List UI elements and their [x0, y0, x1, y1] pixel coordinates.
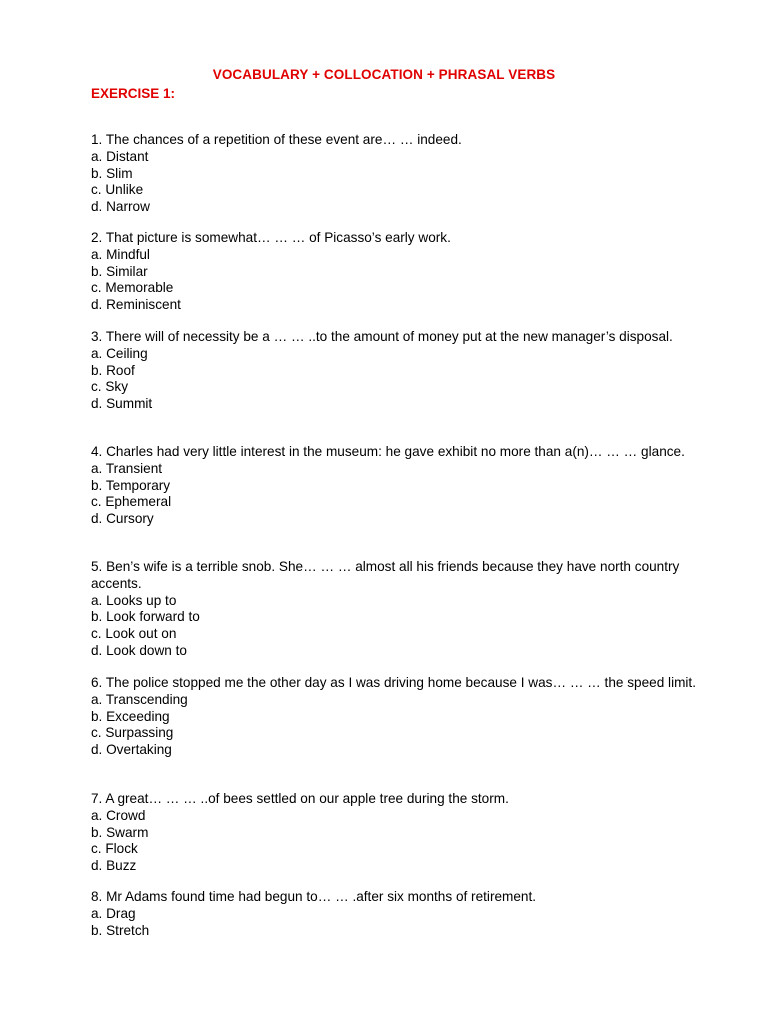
question-3 — [91, 329, 701, 413]
answer-option: b. Stretch — [91, 922, 150, 938]
question-1 — [91, 132, 701, 216]
answer-option: d. Narrow — [91, 199, 150, 215]
question-stem: 6. The police stopped me the other day as I was driving home because I was… … … the speed limit. — [91, 675, 696, 690]
answer-option: b. Slim — [91, 165, 133, 181]
answer-option: c. Sky — [91, 379, 129, 395]
question-stem: 4. Charles had very little interest in the museum: he gave exhibit no more than a(n)… … … glance. — [91, 444, 685, 459]
answer-option: c. Surpassing — [91, 725, 174, 741]
answer-option: b. Exceeding — [91, 708, 170, 724]
answer-option: a. Drag — [91, 905, 136, 921]
answer-option: b. Similar — [91, 263, 148, 279]
answer-option: a. Mindful — [91, 246, 150, 262]
document-title: VOCABULARY + COLLOCATION + PHRASAL VERBS — [212, 67, 556, 82]
exercise-heading: EXERCISE 1: — [91, 86, 176, 101]
answer-option: b. Swarm — [91, 824, 149, 840]
answer-option: a. Crowd — [91, 807, 146, 823]
answer-option: c. Flock — [91, 841, 138, 857]
answer-option: d. Summit — [91, 396, 153, 412]
question-5 — [91, 559, 701, 660]
answer-option: c. Memorable — [91, 280, 174, 296]
question-stem: 7. A great… … … ..of bees settled on our apple tree during the storm. — [91, 791, 509, 806]
question-4 — [91, 444, 701, 528]
answer-option: d. Cursory — [91, 511, 154, 527]
question-stem: 2. That picture is somewhat… … … of Picasso’s early work. — [91, 230, 451, 245]
question-stem: 5. Ben’s wife is a terrible snob. She… … … almost all his friends because they have north country accents. — [91, 559, 680, 591]
answer-option: d. Look down to — [91, 642, 187, 658]
answer-option: c. Ephemeral — [91, 494, 172, 510]
question-stem: 1. The chances of a repetition of these event are… … indeed. — [91, 132, 462, 147]
answer-option: a. Transcending — [91, 691, 188, 707]
question-6 — [91, 675, 701, 759]
answer-option: b. Temporary — [91, 477, 171, 493]
question-stem: 3. There will of necessity be a … … ..to the amount of money put at the new manager’s disposal. — [91, 329, 673, 344]
question-7 — [91, 791, 701, 875]
answer-option: d. Reminiscent — [91, 297, 181, 313]
question-8 — [91, 889, 701, 939]
answer-option: a. Distant — [91, 148, 149, 164]
answer-option: b. Look forward to — [91, 609, 200, 625]
answer-option: b. Roof — [91, 362, 135, 378]
question-stem: 8. Mr Adams found time had begun to… … .after six months of retirement. — [91, 889, 537, 904]
answer-option: d. Buzz — [91, 858, 137, 874]
answer-option: a. Looks up to — [91, 592, 177, 608]
answer-option: d. Overtaking — [91, 742, 172, 758]
answer-option: a. Transient — [91, 460, 163, 476]
question-2 — [91, 230, 701, 314]
answer-option: a. Ceiling — [91, 345, 148, 361]
answer-option: c. Unlike — [91, 182, 144, 198]
answer-option: c. Look out on — [91, 626, 177, 642]
